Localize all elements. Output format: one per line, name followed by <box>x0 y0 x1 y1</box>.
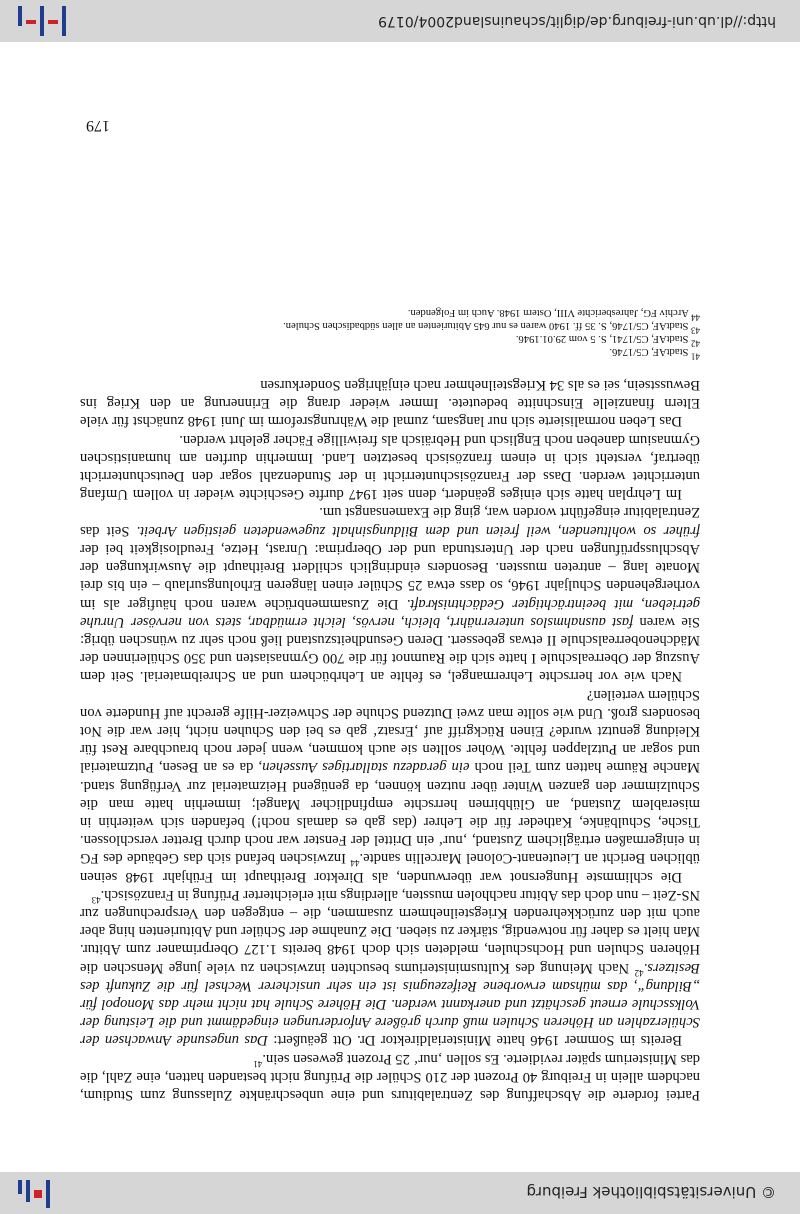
paragraph: Partei forderte die Abschaffung des Zentralabiturs und eine unbeschränkte Zulassung zum Studium, nachdem allein in Freiburg 40 Prozent der 210 Schüler die Prüfung nicht bestanden hatten, eine Zahl, die das Ministerium später revidierte. Es sollen ‚nur‘ 25 Prozent gewesen sein.$^{41}$ <box>80 1050 700 1103</box>
footnote-ref: 41 <box>253 1058 263 1069</box>
footnote: $^{41}$ StadtAF, C5/1746. <box>609 345 700 362</box>
source-url-link[interactable]: http://dl.ub.uni-freiburg.de/diglit/schauinsland2004/0179 <box>378 13 776 29</box>
footnote: $^{43}$ StadtAF, C5/1746, S. 35 ff. 1940 waren es nur 645 Abiturienten an allen südbadischen Schulen. <box>283 319 700 336</box>
footnote: $^{42}$ StadtAF, C5/1741, S. 5 vom 29.01.1946. <box>515 332 700 349</box>
library-logo <box>18 6 66 36</box>
footnote: $^{44}$ Archiv FG, Jahresberichte VIII, Ostern 1948. Auch im Folgenden. <box>407 306 700 323</box>
footnote-ref: 43 <box>91 894 101 905</box>
body-text <box>80 306 700 1104</box>
university-logo <box>18 1180 50 1208</box>
paragraph: Nach wie vor herrschte Lehrermangel, es fehlte an Lehrbüchern und an Schreibmaterial. Seit dem Auszug der Oberrealschule I hatte sich die Raumnot für die 700 Gymnasiasten und 350 Schülerinnen der Mädchenoberrealschule II etwas gebessert. Deren Gesundheitszustand ließ noch sehr zu wünschen übrig: Sie waren fast ausnahmslos unterernährt, bleich, nervös, leicht ermüdbar, stets von nervöser Unruhe getrieben, mit beeinträchtigter Gedächtniskraft. Die Zusammenbrüche waren noch häufiger als im vorhergehenden Schuljahr 1946, so dass etwa 25 Schüler einen längeren Erholungsurlaub – ein bis drei Monate lang – antreten mussten. Besonders eindringlich schildert Breithaupt die Auswirkungen der Abschlussprüfungen nach der Unterstunda und der Oberprima: Unrast, Hetze, Freudlosigkeit bei der früher so wohltuenden, weil freien und dem Bildungsinhalt zugewendeten geistigen Arbeit. Seit das Zentralabitur eingeführt worden war, ging die Examensangst um. <box>80 504 700 685</box>
paragraph: Im Lehrplan hatte sich einiges geändert, denn seit 1947 durfte Geschichte wieder in vollem Umfang unterrichtet werden. Dass der Französischunterricht in der Stundenzahl sogar den Deutschunterricht übertraf, versteht sich in einem französisch besetzten Land. Immerhin durften am humanistischen Gymnasium daneben noch Englisch und Hebräisch als freiwillige Fächer gelehrt werden. <box>80 431 700 503</box>
paragraph: Die schlimmste Hungersnot war überwunden, als Direktor Breithaupt im Frühjahr 1948 seinen üblichen Bericht an Lieutenant-Colonel Marcellin sandte.$^{44}$ Inzwischen befand sich das Gebäude des FG in einigermaßen erträglichem Zustand, ‚nur‘ ein Drittel der Fenster war noch durch Bretter verschlossen. Tische, Schulbänke, Katheder für die Lehrer (das gab es damals noch!) befanden sich weiterhin in miserablem Zustand, an Glühbirnen herrschte empfindlicher Mangel; immerhin hatte man die Schulzimmer den ganzen Winter über nutzen können, da genügend Heizmaterial zur Verfügung stand. Manche Räume hatten zum Teil noch ein geradezu stallartiges Aussehen, da es an Besen, Putzmaterial und sogar an Putzlappen fehlte. Woher sollten sie auch kommen, wenn jeder noch brauchbare Rest für Kleidung genutzt wurde? Einen Rückgriff auf ‚Ersatz‘ gab es bei den Schuhen nicht, hier war die Not besonders groß. Und wie sollte man zwei Dutzend Schuhe der Schweizer-Hilfe gerecht auf Hunderte von Schülern verteilen? <box>80 686 700 885</box>
header-band <box>0 1172 800 1214</box>
footer-band <box>0 0 800 42</box>
page-number: 179 <box>86 117 110 134</box>
footnotes <box>80 306 700 362</box>
footnote-ref: 42 <box>634 967 644 978</box>
footnote-ref: 44 <box>350 858 360 869</box>
paragraph: Bereits im Sommer 1946 hatte Ministerialdirektor Dr. Ott geäußert: Das ungesunde Anwachsen der Schülerzahlen an Höheren Schulen muß durch größere Anforderungen eingedämmt und die Leistung der Volksschule erneut geschätzt und anerkannt werden. Die Höhere Schule hat nicht mehr das Monopol für „Bildung“, das mühsam erworbene Reifezeugnis ist ein sehr unsicherer Wechsel für die Zukunft des Besitzers.$^{42}$ Nach Meinung des Kultusministeriums besuchten inzwischen zu viele junge Menschen die Höheren Schulen und Hochschulen, meldeten sich doch 1948 bereits 1.127 Oberprimaner zum Abitur. Man hielt es daher für notwendig, stärker zu sieben. Die Zunahme der Schüler und Abiturienten hing aber auch mit den zurückkehrenden Kriegsteilnehmern zusammen, die – entgegen den Versprechungen zur NS-Zeit – nun doch das Abitur nachholen mussten, allerdings mit erleichterter Prüfung in Französisch.$^{43}$ <box>80 886 700 1049</box>
paragraph: Das Leben normalisierte sich nur langsam, zumal die Währungsreform im Juni 1948 zunächst für viele Eltern finanzielle Einschnitte bedeutete. Immer wieder drang die Erinnerung an den Krieg ins Bewusstsein, sei es als 34 Kriegsteilnehmer nach einjährigen Sonderkursen <box>80 377 700 430</box>
copyright-text: © Universitätsbibliothek Freiburg <box>526 1183 776 1201</box>
